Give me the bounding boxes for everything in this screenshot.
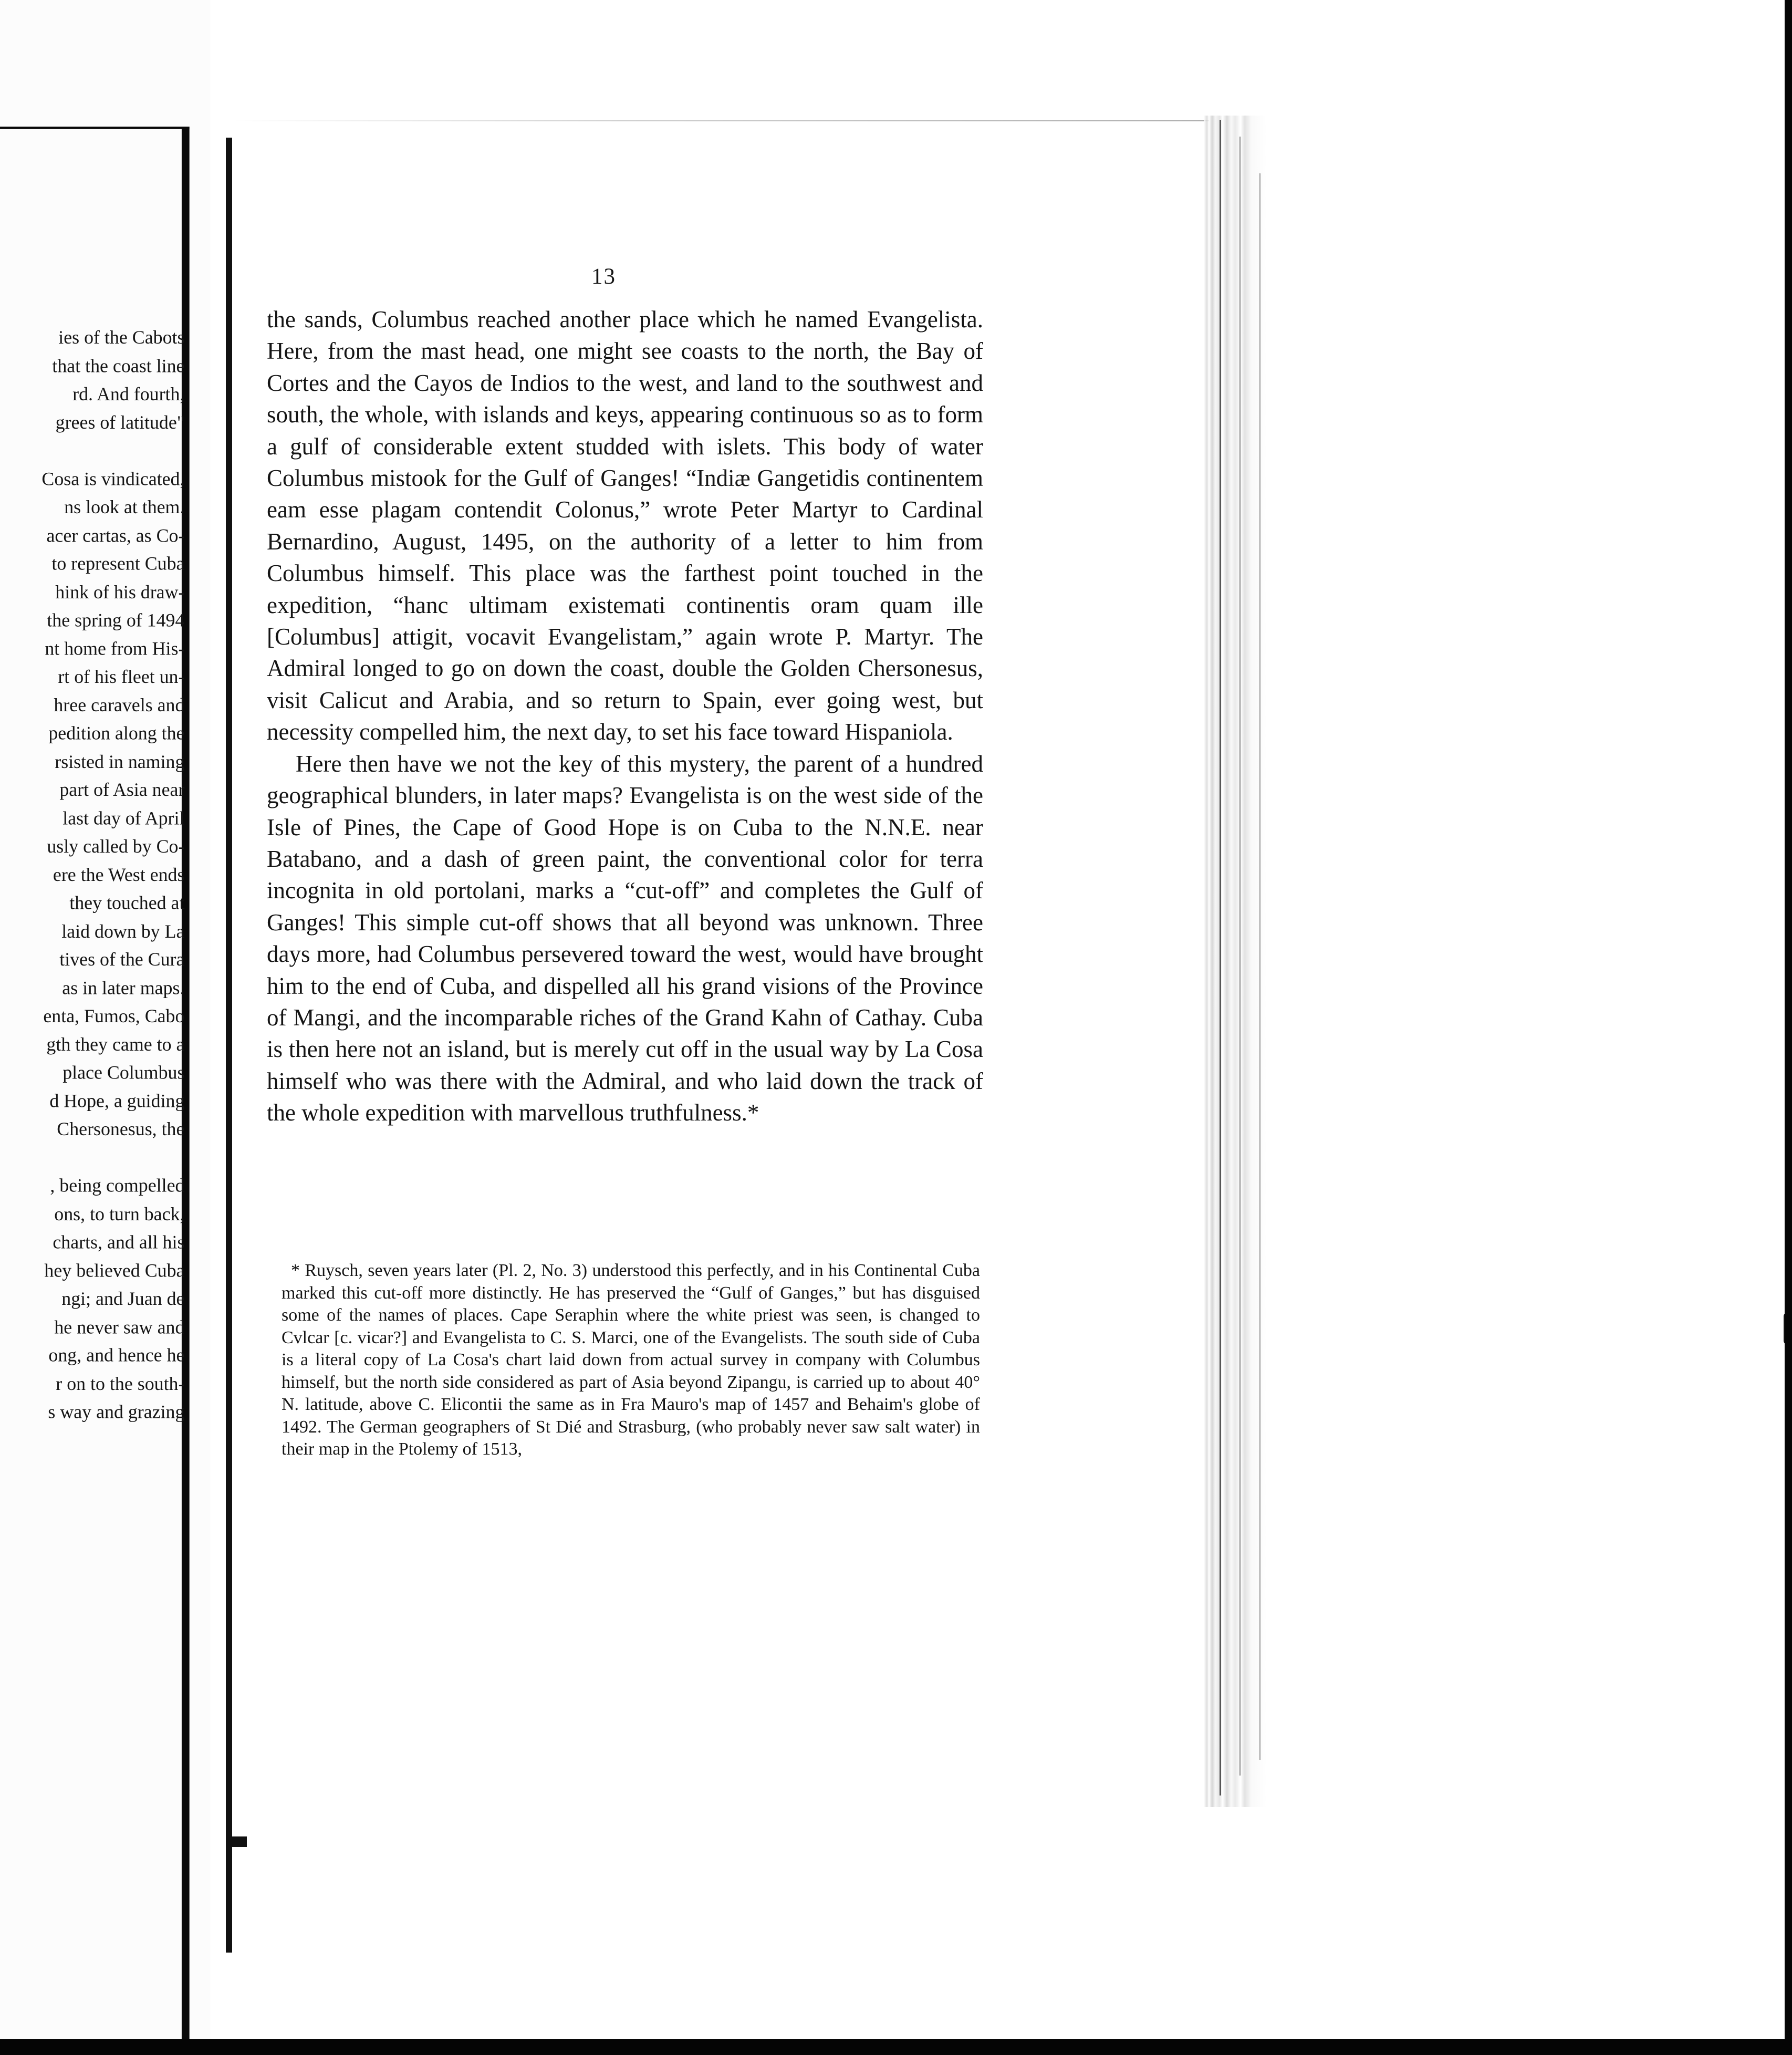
previous-page-line: ons, to turn back, — [54, 1203, 185, 1224]
previous-page-line: ere the West ends — [53, 864, 185, 885]
previous-page-line: ong, and hence he — [48, 1345, 185, 1366]
previous-page-line: that the coast line — [52, 355, 185, 377]
page-edge-line — [1239, 137, 1241, 1776]
previous-page-line: rd. And fourth, — [72, 383, 185, 405]
previous-page-line: rsisted in naming — [55, 751, 185, 772]
page-top-edge — [232, 120, 1209, 121]
body-text — [267, 304, 983, 1129]
previous-page-line: nt home from His- — [45, 638, 185, 659]
previous-page-line: last day of April — [62, 807, 185, 829]
previous-page-line: hey believed Cuba — [44, 1260, 185, 1281]
previous-page-line: ies of the Cabots — [58, 327, 185, 348]
previous-page-line: they touched at — [69, 892, 185, 914]
previous-page-line: place Columbus — [62, 1062, 185, 1083]
paragraph-mystery: Here then have we not the key of this mystery, the parent of a hundred geographical blunders, in later maps? Evangelista is on the west side of the Isle of Pines, the Cape of Good Hope is on Cuba to the N.N.E. near Batabano, and a dash of green paint, the conventional color for terra incognita in old portolani, marks a “cut-off” and completes the Gulf of Ganges! This simple cut-off shows that all beyond was unknown. Three days more, had Columbus persevered toward the west, would have brought him to the end of Cuba, and dispelled all his grand visions of the Province of Mangi, and the incomparable riches of the Grand Kahn of Cathay. Cuba is then here not an island, but is merely cut off in the usual way by La Cosa himself who was there with the Admiral, and who laid down the track of the whole expedition with marvellous truthfulness.* — [267, 750, 983, 1126]
previous-page-line: hree caravels and — [54, 694, 185, 716]
previous-page-line: charts, and all his — [53, 1232, 185, 1253]
page-number: 13 — [591, 264, 616, 289]
previous-page-line: gth they came to a — [46, 1034, 185, 1055]
previous-page-line: Chersonesus, the — [57, 1118, 185, 1140]
paragraph-evangelista: the sands, Columbus reached another place which he named Evangelista. Here, from the mast head, one might see coasts to the north, the Bay of Cortes and the Cayos de Indios to the west, and land to the southwest and south, the whole, with islands and keys, appearing continuous so as to form a gulf of considerable extent studded with islets. This body of water Columbus mistook for the Gulf of Ganges! “Indiæ Gangetidis continentem eam esse plagam contendit Colonus,” wrote Peter Martyr to Cardinal Bernardino, August, 1495, on the authority of a letter to him from Columbus himself. This place was the farthest point touched in the expedition, “hanc ultimam existemati continentis oram quam ille [Columbus] attigit, vocavit Evangelistam,” again wrote P. Martyr. The Admiral longed to go on down the coast, double the Golden Chersonesus, visit Calicut and Arabia, and so return to Spain, ever going west, but necessity compelled him, the next day, to set his face toward Hispaniola. — [267, 306, 983, 745]
previous-page-line: d Hope, a guiding — [49, 1090, 185, 1112]
previous-page-line: laid down by La — [61, 921, 185, 942]
previous-page-line: he never saw and — [54, 1316, 185, 1338]
previous-page-line: pedition along the — [48, 723, 185, 744]
previous-page-line: tives of the Cura — [59, 949, 185, 970]
previous-page-line: grees of latitude" — [55, 412, 185, 433]
page-edge-line — [1220, 120, 1221, 1795]
previous-page-line: s way and grazing — [48, 1402, 185, 1423]
previous-page-line: ngi; and Juan de — [61, 1288, 185, 1310]
scan-frame-bottom — [0, 2039, 1792, 2055]
page-13 — [232, 142, 1244, 1980]
previous-page-line: as in later maps. — [62, 977, 185, 999]
previous-page-line: hink of his draw- — [55, 582, 185, 603]
previous-page-line: , being compelled — [50, 1175, 185, 1196]
scan-frame-right — [1785, 0, 1792, 2055]
footnote-ruysch: * Ruysch, seven years later (Pl. 2, No. 3) understood this perfectly, and in his Continental Cuba marked this cut-off more distinctly. He has preserved the “Gulf of Ganges,” but has disguised some of the names of places. Cape Seraphin where the white priest was seen, is changed to Cvlcar [c. vicar?] and Evangelista to C. S. Marci, one of the Evangelists. The south side of Cuba is a literal copy of La Cosa's chart laid down from actual survey in company with Columbus himself, but the north side considered as part of Asia beyond Zipangu, is carried up to about 40° N. latitude, above C. Elicontii the same as in Fra Mauro's map of 1457 and Behaim's globe of 1492. The German geographers of St Dié and Strasburg, (who probably never saw salt water) in their map in the Ptolemy of 1513, — [282, 1261, 980, 1459]
previous-page-line: the spring of 1494 — [47, 610, 185, 631]
previous-page-line: rt of his fleet un- — [58, 666, 185, 688]
previous-page-line: Cosa is vindicated, — [41, 468, 185, 490]
previous-page-line: acer cartas, as Co- — [46, 525, 185, 546]
book-block-page-edges — [1204, 116, 1267, 1807]
previous-page-line: usly called by Co- — [47, 836, 185, 857]
page-edge-line — [1259, 173, 1260, 1760]
previous-page-line: enta, Fumos, Cabo — [43, 1005, 185, 1027]
previous-page-fragment — [0, 0, 210, 2054]
previous-page-line: ns look at them. — [64, 496, 185, 518]
previous-page-line: to represent Cuba — [51, 553, 185, 574]
footnote — [282, 1260, 980, 1461]
gutter-rule — [226, 138, 232, 1953]
previous-page-line: r on to the south- — [56, 1373, 185, 1394]
previous-page-line: part of Asia near — [59, 779, 185, 801]
